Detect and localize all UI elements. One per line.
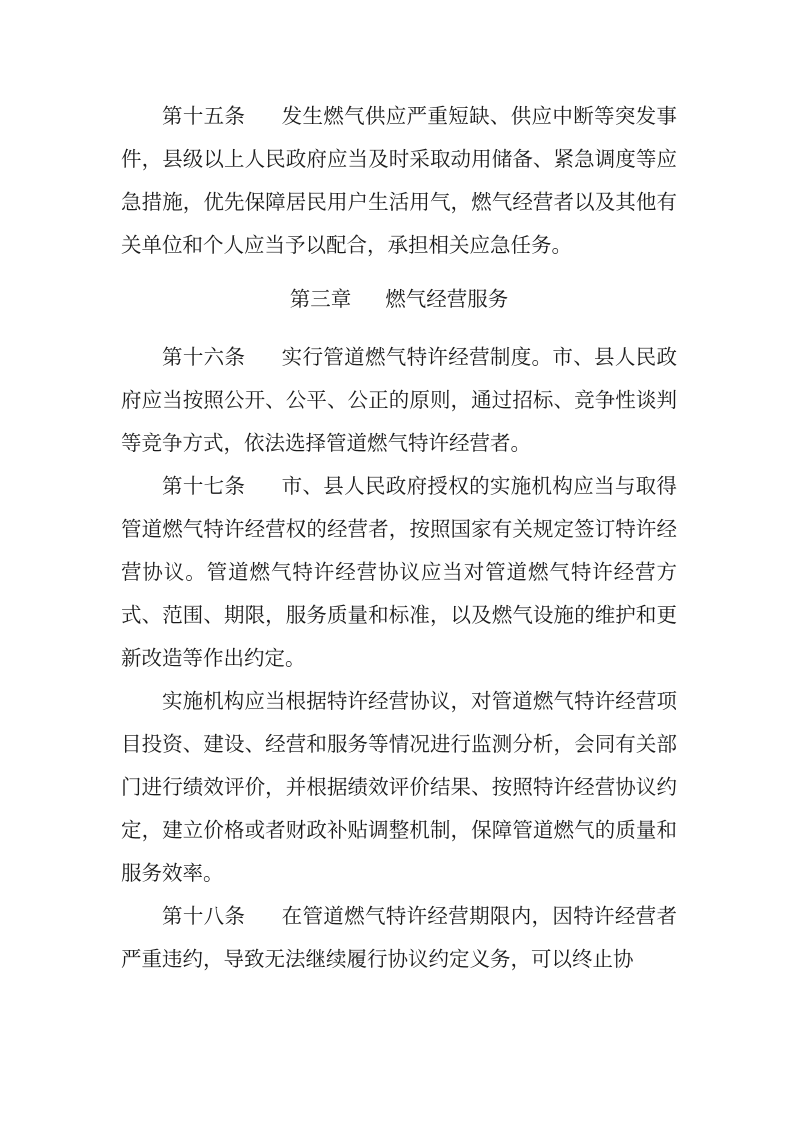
article-17	[121, 465, 677, 680]
article-18	[121, 895, 677, 981]
article-number: 第十六条	[162, 345, 246, 369]
article-number: 第十七条	[162, 474, 246, 498]
document-page	[121, 95, 677, 981]
article-15	[121, 95, 677, 267]
article-text: 市、县人民政府授权的实施机构应当与取得管道燃气特许经营权的经营者，按照国家有关规定签订特许经营协议。管道燃气特许经营协议应当对管道燃气特许经营方式、范围、期限，服务质量和标准，以及燃气设施的维护和更新改造等作出约定。	[121, 474, 678, 670]
article-16	[121, 336, 677, 465]
article-text: 在管道燃气特许经营期限内，因特许经营者严重违约，导致无法继续履行协议约定义务，可以终止协	[121, 904, 678, 971]
article-number: 第十八条	[162, 904, 246, 928]
article-number: 第十五条	[162, 104, 246, 128]
article-17-paragraph-2	[121, 680, 677, 895]
chapter-title: 燃气经营服务	[385, 287, 509, 311]
article-text: 实行管道燃气特许经营制度。市、县人民政府应当按照公开、公平、公正的原则，通过招标、竞争性谈判等竞争方式，依法选择管道燃气特许经营者。	[121, 345, 678, 455]
chapter-heading	[121, 278, 677, 321]
article-text: 发生燃气供应严重短缺、供应中断等突发事件，县级以上人民政府应当及时采取动用储备、紧急调度等应急措施，优先保障居民用户生活用气，燃气经营者以及其他有关单位和个人应当予以配合，承担相关应急任务。	[121, 104, 678, 257]
chapter-number: 第三章	[289, 287, 352, 311]
article-text: 实施机构应当根据特许经营协议，对管道燃气特许经营项目投资、建设、经营和服务等情况进行监测分析，会同有关部门进行绩效评价，并根据绩效评价结果、按照特许经营协议约定，建立价格或者财政补贴调整机制，保障管道燃气的质量和服务效率。	[121, 689, 677, 885]
